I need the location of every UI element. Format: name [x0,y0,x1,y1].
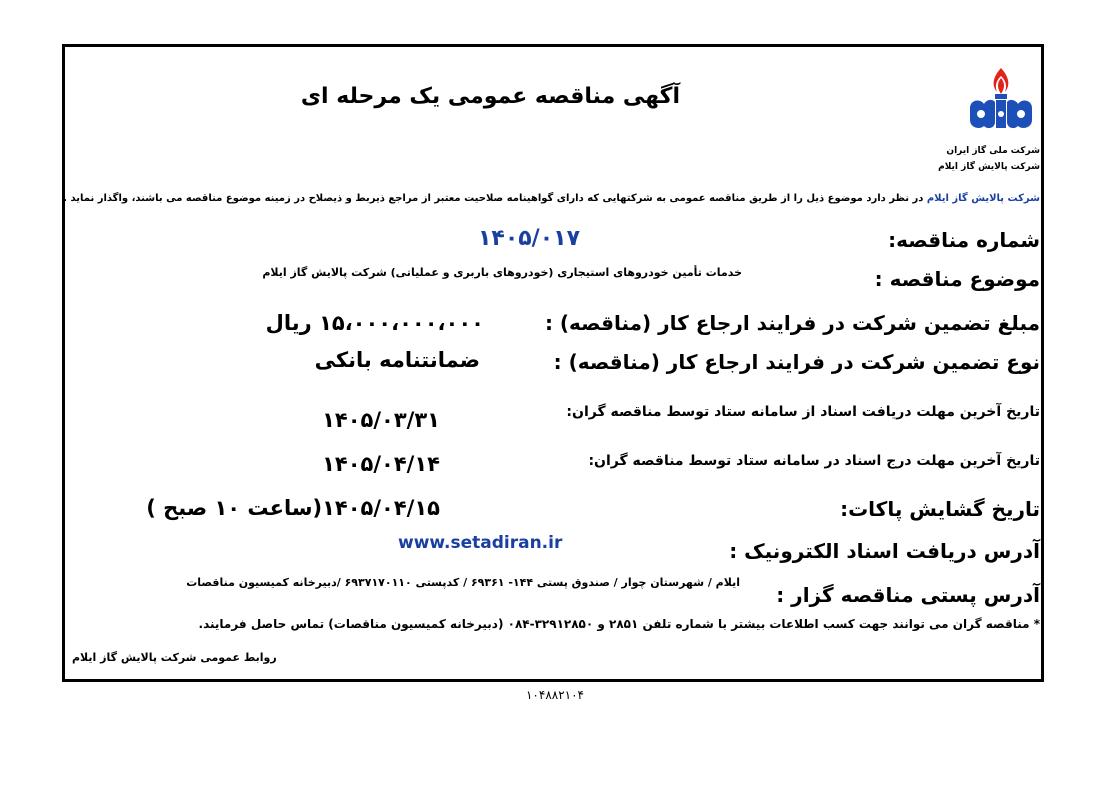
guarantee-type-value: ضمانتنامه بانکی [314,348,480,372]
postal-address-value: ایلام / شهرستان چوار / صندوق پستی ۱۴۴- ۶۹۳۶۱ / کدپستی ۶۹۳۷۱۷۰۱۱۰ /دبیرخانه کمیسیون مناقصات [186,576,740,589]
opening-date-value: ۱۴۰۵/۰۴/۱۵(ساعت ۱۰ صبح ) [146,496,440,520]
doc-receipt-deadline-value: ۱۴۰۵/۰۳/۳۱ [322,408,440,432]
subject-value: خدمات تأمین خودروهای استیجاری (خودروهای باربری و عملیاتی) شرکت پالایش گاز ایلام [262,266,742,279]
doc-submit-deadline-label: تاریخ آخرین مهلت درج اسناد در سامانه ستاد توسط مناقصه گران: [588,453,1040,469]
intro-company: شرکت پالایش گاز ایلام [926,193,1040,204]
org-sub-name: شرکت پالایش گاز ایلام [938,162,1040,172]
guarantee-type-label: نوع تضمین شرکت در فرایند ارجاع کار (مناقصه) : [553,350,1040,374]
nigc-logo-icon [962,64,1040,136]
contact-note: * مناقصه گران می توانند جهت کسب اطلاعات بیشتر با شماره تلفن ۲۸۵۱ و ۳۲۹۱۲۸۵۰-۰۸۴ (دبیرخانه کمیسیون مناقصات) تماس حاصل فرمایند. [198,617,1040,631]
org-name: شرکت ملی گاز ایران [946,146,1040,156]
intro-paragraph [63,193,1040,204]
notice-title: آگهی مناقصه عمومی یک مرحله ای [300,84,680,109]
guarantee-amount-label: مبلغ تضمین شرکت در فرایند ارجاع کار (مناقصه) : [544,311,1040,335]
subject-label: موضوع مناقصه : [874,267,1040,291]
signature: روابط عمومی شرکت پالایش گاز ایلام [72,651,277,664]
website-label: آدرس دریافت اسناد الکترونیک : [729,539,1040,563]
intro-text: در نظر دارد موضوع ذیل را از طریق مناقصه عمومی به شرکتهایی که دارای گواهینامه صلاحیت معتبر از مراجع ذیربط و ذیصلاح در زمینه موضوع مناقصه می باشند، واگذار نماید . [63,193,927,204]
setadiran-link[interactable]: www.setadiran.ir [398,533,563,553]
doc-submit-deadline-value: ۱۴۰۵/۰۴/۱۴ [322,452,440,476]
doc-receipt-deadline-label: تاریخ آخرین مهلت دریافت اسناد از سامانه ستاد توسط مناقصه گران: [566,404,1040,420]
postal-address-label: آدرس پستی مناقصه گزار : [776,583,1040,607]
tender-number-label: شماره مناقصه: [888,228,1040,252]
opening-date-label: تاریخ گشایش پاکات: [840,497,1040,521]
tender-number-value: ۱۴۰۵/۰۱۷ [477,226,580,251]
guarantee-amount-value: ۱۵،۰۰۰،۰۰۰،۰۰۰ ریال [265,311,484,335]
document-number: ۱۰۴۸۸۲۱۰۴ [525,688,584,702]
